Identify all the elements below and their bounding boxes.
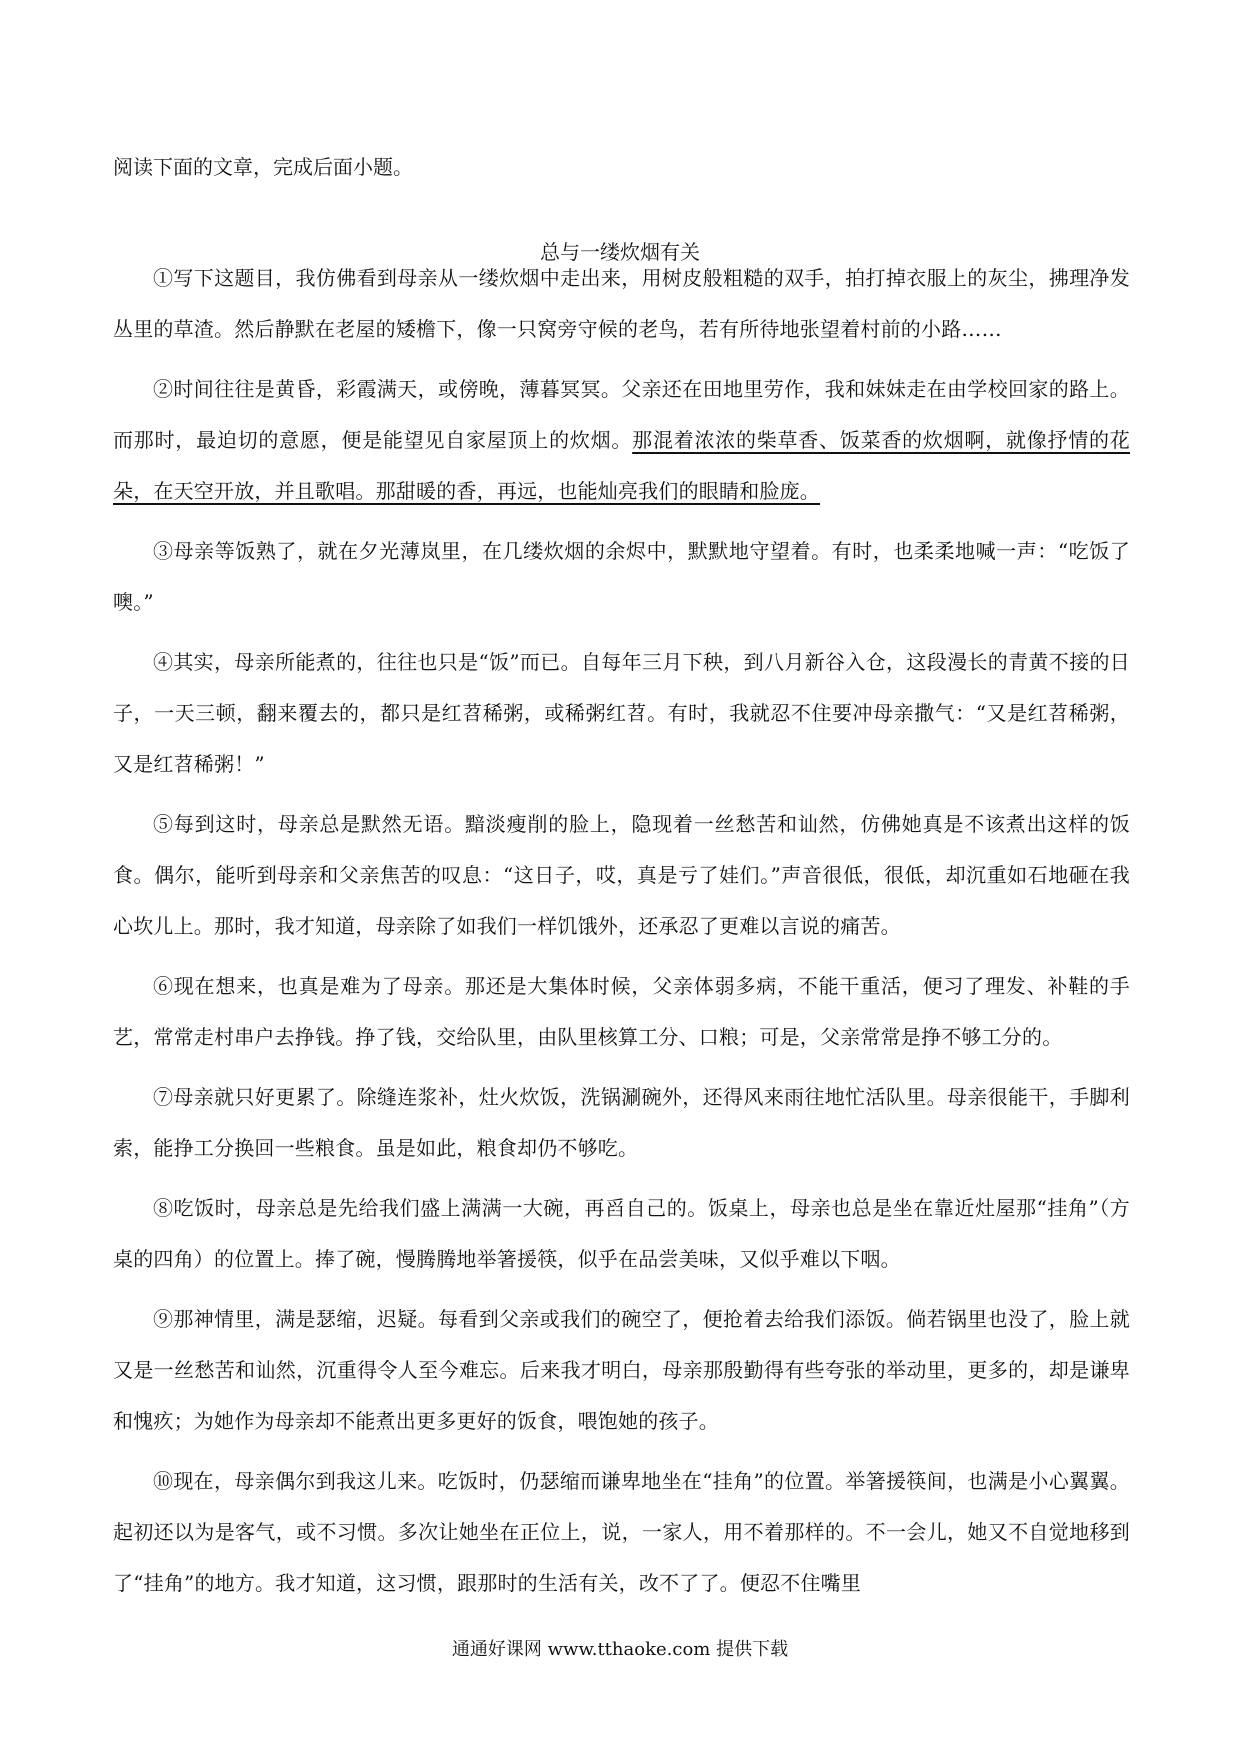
paragraph-8: ⑧吃饭时，母亲总是先给我们盛上满满一大碗，再舀自己的。饭桌上，母亲也总是坐在靠近灶屋那“挂角”（方桌的四角）的位置上。捧了碗，慢腾腾地举箸援筷，似乎在品尝美味，又似乎难以下咽。: [113, 1196, 1130, 1271]
paragraph-10: ⑩现在，母亲偶尔到我这儿来。吃饭时，仍瑟缩而谦卑地坐在“挂角”的位置。举箸援筷间，也满是小心翼翼。起初还以为是客气，或不习惯。多次让她坐在正位上，说，一家人，用不着那样的。不一会儿，她又不自觉地移到了“挂角”的地方。我才知道，这习惯，跟那时的生活有关，改不了了。便忍不住嘴里: [113, 1469, 1130, 1595]
paragraph-2: ②时间往往是黄昏，彩霞满天，或傍晚，薄暮冥冥。父亲还在田地里劳作，我和妹妹走在由学校回家的路上。而那时，最迫切的意愿，便是能望见自家屋顶上的炊烟。那混着浓浓的柴草香、饭菜香的炊烟啊，就像抒情的花朵，在天空开放，并且歌唱。那甜暖的香，再远，也能灿亮我们的眼睛和脸庞。: [113, 377, 1130, 503]
page-footer: 通通好课网 www.tthaoke.com 提供下载: [451, 1639, 789, 1660]
paragraph-4: ④其实，母亲所能煮的，往往也只是“饭”而已。自每年三月下秧，到八月新谷入仓，这段漫长的青黄不接的日子，一天三顿，翻来覆去的，都只是红苕稀粥，或稀粥红苕。有时，我就忍不住要冲母亲撒气：“又是红苕稀粥，又是红苕稀粥！”: [113, 650, 1130, 776]
paragraph-5: ⑤每到这时，母亲总是默然无语。黯淡瘦削的脸上，隐现着一丝愁苦和讪然，仿佛她真是不该煮出这样的饭食。偶尔，能听到母亲和父亲焦苦的叹息：“这日子，哎，真是亏了娃们。”声音很低，很低，却沉重如石地砸在我心坎儿上。那时，我才知道，母亲除了如我们一样饥饿外，还承忍了更难以言说的痛苦。: [113, 812, 1130, 938]
article-body: [113, 253, 1130, 1618]
paragraph-9: ⑨那神情里，满是瑟缩，迟疑。每看到父亲或我们的碗空了，便抢着去给我们添饭。倘若锅里也没了，脸上就又是一丝愁苦和讪然，沉重得令人至今难忘。后来我才明白，母亲那殷勤得有些夸张的举动里，更多的，却是谦卑和愧疚；为她作为母亲却不能煮出更多更好的饭食，喂饱她的孩子。: [113, 1307, 1130, 1433]
article-title: 总与一缕炊烟有关: [540, 240, 700, 264]
paragraph-1: ①写下这题目，我仿佛看到母亲从一缕炊烟中走出来，用树皮般粗糙的双手，拍打掉衣服上的灰尘，拂理净发丛里的草渣。然后静默在老屋的矮檐下，像一只窝旁守候的老鸟，若有所待地张望着村前的小路……: [113, 266, 1130, 341]
paragraph-6: ⑥现在想来，也真是难为了母亲。那还是大集体时候，父亲体弱多病，不能干重活，便习了理发、补鞋的手艺，常常走村串户去挣钱。挣了钱，交给队里，由队里核算工分、口粮；可是，父亲常常是挣不够工分的。: [113, 974, 1130, 1049]
reading-instruction: 阅读下面的文章，完成后面小题。: [113, 155, 413, 179]
underlined-sentence: 那混着浓浓的柴草香、饭菜香的炊烟啊，就像抒情的花朵，在天空开放，并且歌唱。那甜暖的香，再远，也能灿亮我们的眼睛和脸庞。: [113, 428, 1130, 503]
paragraph-3: ③母亲等饭熟了，就在夕光薄岚里，在几缕炊烟的余烬中，默默地守望着。有时，也柔柔地喊一声：“吃饭了噢。”: [113, 539, 1130, 614]
paragraph-7: ⑦母亲就只好更累了。除缝连浆补，灶火炊饭，洗锅涮碗外，还得风来雨往地忙活队里。母亲很能干，手脚利索，能挣工分换回一些粮食。虽是如此，粮食却仍不够吃。: [113, 1085, 1130, 1160]
